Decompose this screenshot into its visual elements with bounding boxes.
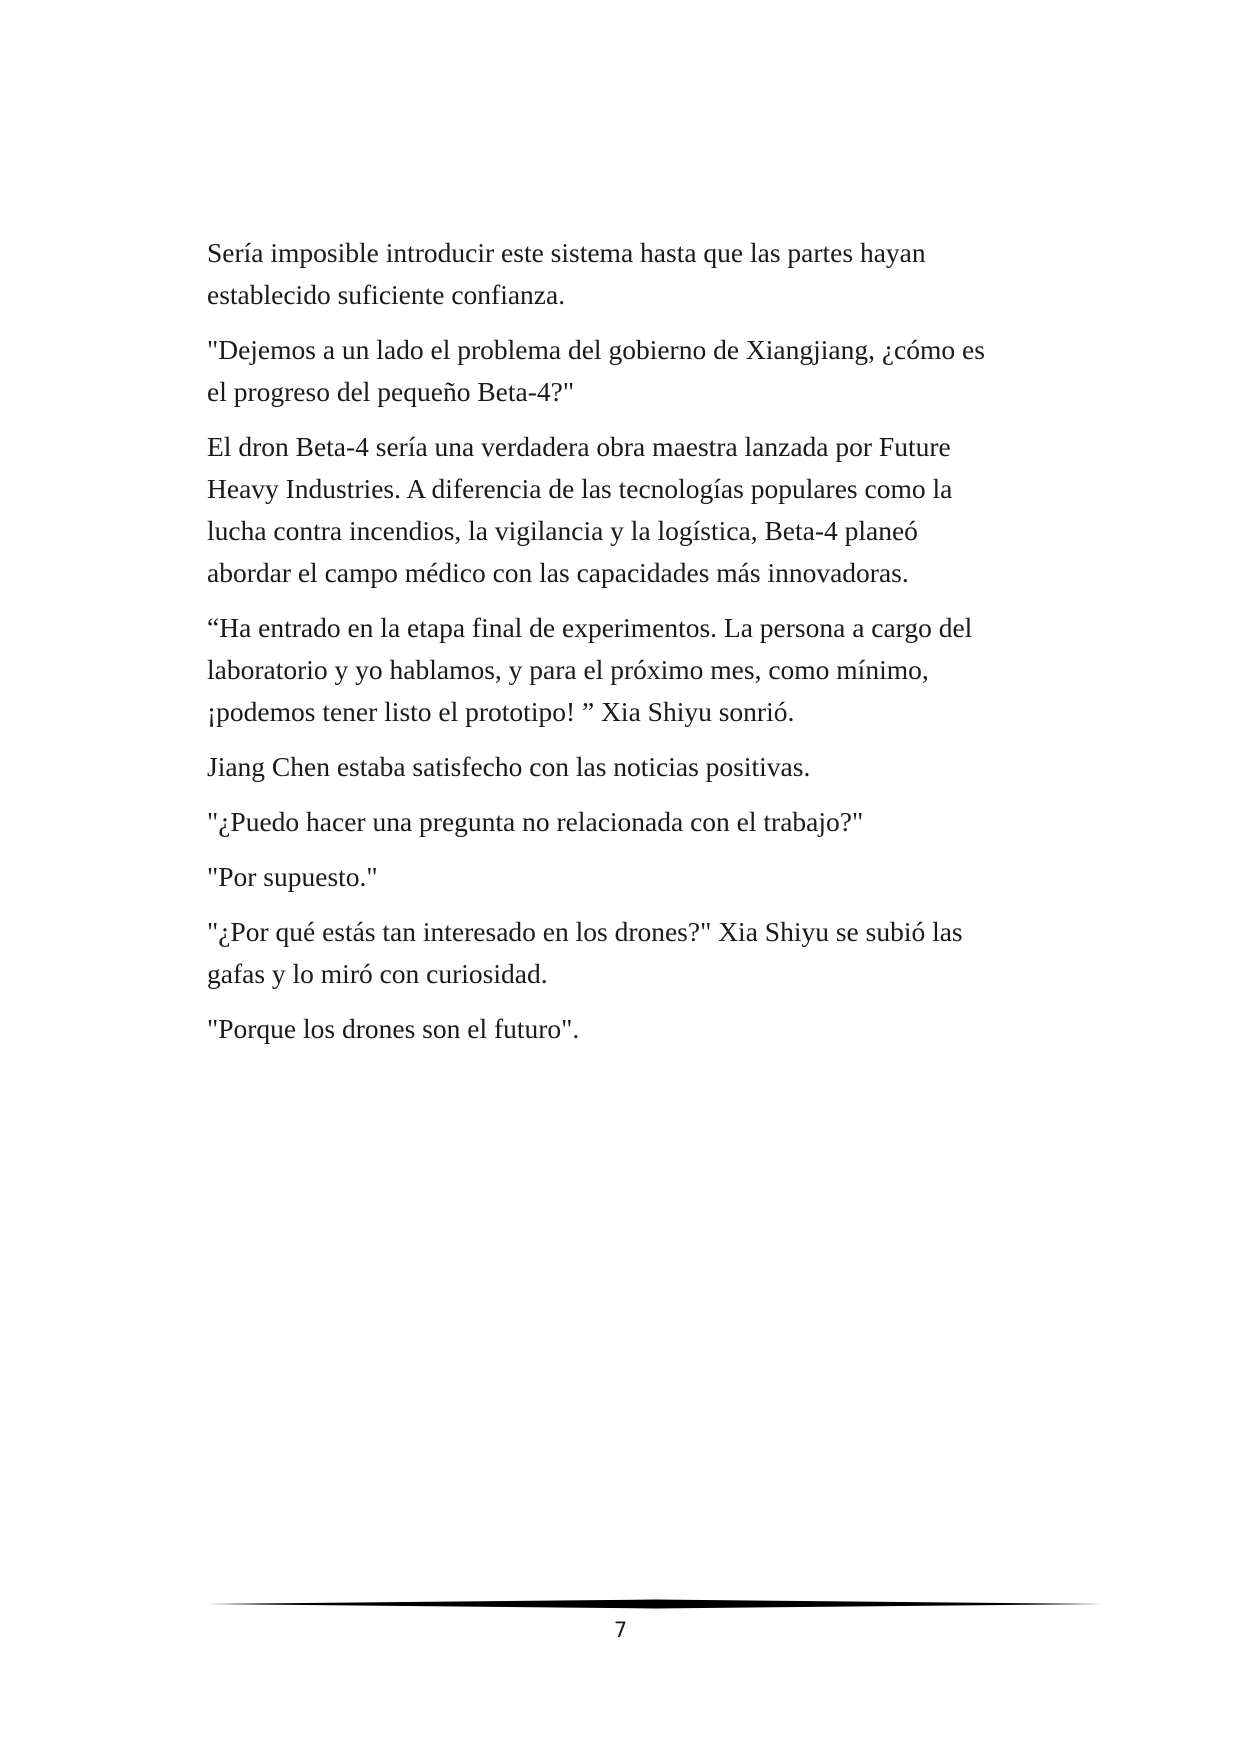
text-line: "Porque los drones son el futuro".: [207, 1013, 580, 1044]
paragraph: [207, 856, 1067, 898]
text-line: "¿Puedo hacer una pregunta no relacionada con el trabajo?": [207, 806, 864, 837]
text-line: Jiang Chen estaba satisfecho con las noticias positivas.: [207, 751, 811, 782]
paragraph: [207, 426, 1067, 594]
text-line: ¡podemos tener listo el prototipo! ” Xia Shiyu sonrió.: [207, 696, 795, 727]
text-line: abordar el campo médico con las capacidades más innovadoras.: [207, 557, 909, 588]
paragraph: [207, 232, 1067, 316]
text-line: el progreso del pequeño Beta-4?": [207, 376, 575, 407]
text-line: Heavy Industries. A diferencia de las tecnologías populares como la: [207, 473, 953, 504]
paragraph: [207, 607, 1067, 733]
text-line: “Ha entrado en la etapa final de experimentos. La persona a cargo del: [207, 612, 973, 643]
paragraph: [207, 329, 1067, 413]
text-line: "¿Por qué estás tan interesado en los drones?" Xia Shiyu se subió las: [207, 916, 963, 947]
text-line: laboratorio y yo hablamos, y para el próximo mes, como mínimo,: [207, 654, 929, 685]
text-line: "Dejemos a un lado el problema del gobierno de Xiangjiang, ¿cómo es: [207, 334, 985, 365]
text-line: Sería imposible introducir este sistema hasta que las partes hayan: [207, 237, 926, 268]
footer-divider: [207, 1597, 1103, 1611]
body-text: [207, 232, 1067, 1063]
text-line: lucha contra incendios, la vigilancia y la logística, Beta-4 planeó: [207, 515, 918, 546]
paragraph: [207, 1008, 1067, 1050]
text-line: "Por supuesto.": [207, 861, 378, 892]
page-number: 7: [613, 1618, 628, 1642]
paragraph: [207, 746, 1067, 788]
text-line: establecido suficiente confianza.: [207, 279, 566, 310]
text-line: gafas y lo miró con curiosidad.: [207, 958, 548, 989]
paragraph: [207, 801, 1067, 843]
paragraph: [207, 911, 1067, 995]
text-line: El dron Beta-4 sería una verdadera obra maestra lanzada por Future: [207, 431, 951, 462]
